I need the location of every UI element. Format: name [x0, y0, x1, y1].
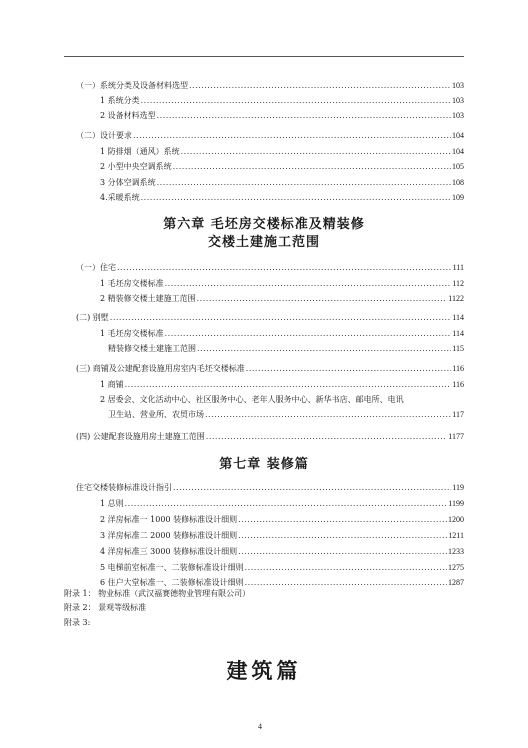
- toc-entry-text: 1 防排烟（通风）系统: [100, 147, 180, 156]
- toc-entry-text: 1 毛坯房交楼标准: [100, 329, 164, 338]
- toc-heading-text: （一）住宅: [76, 263, 116, 272]
- toc-page-number: 114: [452, 329, 464, 338]
- toc-page-number: 104: [452, 147, 464, 156]
- toc-entry-text: 1 总则: [100, 499, 124, 508]
- toc-entry-text: 2 居委会、文化活动中心、社区服务中心、老年人服务中心、新华书店、邮电所、电讯: [100, 395, 404, 404]
- toc-page-number: 115: [452, 344, 464, 353]
- toc-page-number: 103: [452, 96, 464, 105]
- toc-entry[interactable]: [100, 514, 464, 526]
- toc-leader: [110, 312, 452, 324]
- toc-heading[interactable]: [76, 482, 464, 494]
- toc-entry[interactable]: [100, 562, 464, 574]
- toc-page-number: 111: [452, 263, 464, 272]
- toc-page-number: 1233: [448, 547, 464, 556]
- toc-page-number: 1122: [448, 294, 464, 303]
- toc-entry[interactable]: [100, 95, 464, 107]
- toc-entry-text: 2 精装修交楼土建施工范围: [100, 294, 196, 303]
- toc-page-number: 116: [452, 364, 464, 373]
- toc-leader: [238, 546, 447, 558]
- toc-entry-text: 卫生站、营业所、农贸市场: [108, 410, 204, 419]
- toc-leader: [246, 363, 452, 375]
- toc-entry[interactable]: [100, 328, 464, 340]
- toc-page-number: 112: [452, 279, 464, 288]
- toc-entry[interactable]: [100, 146, 464, 158]
- toc-heading[interactable]: [76, 363, 464, 375]
- toc-leader: [181, 146, 451, 158]
- toc-leader: [206, 431, 448, 443]
- toc-entry[interactable]: [108, 409, 464, 421]
- toc-entry-text: 2 洋房标准一 1000 装修标准设计细则: [100, 515, 238, 524]
- toc-page-number: 1177: [448, 432, 464, 441]
- toc-heading-text: （一）系统分类及设备材料选型: [76, 81, 188, 90]
- toc-leader: [238, 514, 447, 526]
- toc-entry-text: 1 商铺: [100, 380, 124, 389]
- toc-leader: [157, 110, 451, 122]
- toc-entry-text: 2 小型中央空调系统: [100, 162, 172, 171]
- toc-heading[interactable]: [76, 80, 464, 92]
- toc-entry[interactable]: [100, 192, 464, 204]
- chapter-title-line-2: 交楼土建施工范围: [207, 235, 320, 250]
- toc-leader: [165, 328, 452, 340]
- toc-leader: [245, 562, 447, 574]
- toc-entry-text: 精装修交楼土建施工范围: [108, 344, 196, 353]
- toc-leader: [173, 482, 451, 494]
- appendix-item[interactable]: 附录 2： 景观等级标准: [64, 603, 147, 612]
- toc-entry-text: 6 住户大堂标准一、二装修标准设计细则: [100, 578, 244, 587]
- part-title: 建筑篇: [226, 658, 302, 683]
- toc-entry[interactable]: [100, 530, 464, 542]
- toc-entry-text: 3 分体空调系统: [100, 178, 156, 187]
- toc-entry[interactable]: [100, 278, 464, 290]
- appendix-item[interactable]: 附录 3:: [64, 618, 91, 627]
- toc-page-number: 1211: [448, 531, 464, 540]
- toc-entry[interactable]: [100, 161, 464, 173]
- toc-leader: [141, 95, 451, 107]
- toc-entry-text: 4 洋房标准三 3000 装修标准设计细则: [100, 547, 238, 556]
- toc-leader: [205, 409, 451, 421]
- toc-leader: [238, 530, 447, 542]
- toc-leader: [173, 161, 451, 173]
- toc-page-number: 105: [452, 162, 464, 171]
- toc-page-number: 1199: [448, 499, 464, 508]
- toc-leader: [133, 130, 451, 142]
- toc-page-number: 114: [452, 313, 464, 322]
- toc-heading-text: (二) 别墅: [76, 313, 109, 322]
- toc-entry[interactable]: [108, 343, 464, 355]
- toc-page-number: 109: [452, 193, 464, 202]
- toc-entry-text: 1 毛坯房交楼标准: [100, 279, 164, 288]
- toc-heading[interactable]: [76, 431, 464, 443]
- toc-heading[interactable]: [76, 130, 464, 142]
- toc-leader: [165, 278, 452, 290]
- toc-heading-text: (三) 商铺及公建配套设施用房室内毛坯交楼标准: [76, 364, 245, 373]
- toc-entry[interactable]: [100, 379, 464, 391]
- toc-entry[interactable]: [100, 293, 464, 305]
- toc-leader: [189, 80, 451, 92]
- appendix-item[interactable]: 附录 1： 物业标准（武汉福赛德物业管理有限公司）: [64, 589, 251, 598]
- chapter-title: 第七章 装修篇: [219, 457, 309, 472]
- toc-heading[interactable]: [76, 312, 464, 324]
- header-rule: [64, 56, 464, 57]
- toc-entry[interactable]: [100, 498, 464, 510]
- toc-page-number: 1275: [448, 563, 464, 572]
- toc-leader: [197, 293, 448, 305]
- toc-leader: [117, 262, 452, 274]
- toc-entry[interactable]: [100, 177, 464, 189]
- toc-leader: [125, 379, 452, 391]
- toc-leader: [197, 343, 451, 355]
- toc-page-number: 1287: [448, 578, 464, 587]
- toc-entry-text: 1 系统分类: [100, 96, 140, 105]
- toc-page-number: 116: [452, 380, 464, 389]
- chapter-title-line-1: 第六章 毛坯房交楼标准及精装修: [163, 217, 365, 232]
- toc-page-number: 103: [452, 81, 464, 90]
- toc-entry[interactable]: [100, 110, 464, 122]
- toc-leader: [157, 177, 451, 189]
- toc-heading-text: （二）设计要求: [76, 131, 132, 140]
- toc-page-number: 103: [452, 111, 464, 120]
- toc-entry-text: 2 设备材料选型: [100, 111, 156, 120]
- toc-heading-text: (四) 公建配套设施用房土建施工范围: [76, 432, 205, 441]
- toc-heading[interactable]: [76, 262, 464, 274]
- toc-entry[interactable]: [100, 546, 464, 558]
- page-number: 4: [258, 722, 262, 731]
- toc-heading-text: 住宅交楼装修标准设计指引: [76, 483, 172, 492]
- toc-leader: [125, 498, 448, 510]
- toc-page-number: 119: [452, 483, 464, 492]
- toc-entry-text: 5 电梯前室标准一、二装修标准设计细则: [100, 563, 244, 572]
- toc-page-number: 1200: [448, 515, 464, 524]
- toc-page-number: 117: [452, 410, 464, 419]
- toc-page-number: 108: [452, 178, 464, 187]
- toc-leader: [141, 192, 451, 204]
- toc-page-number: 104: [452, 131, 464, 140]
- toc-entry-text: 4.采暖系统: [100, 193, 140, 202]
- toc-entry-text: 3 洋房标准二 2000 装修标准设计细则: [100, 531, 238, 540]
- toc-leader: [245, 577, 447, 589]
